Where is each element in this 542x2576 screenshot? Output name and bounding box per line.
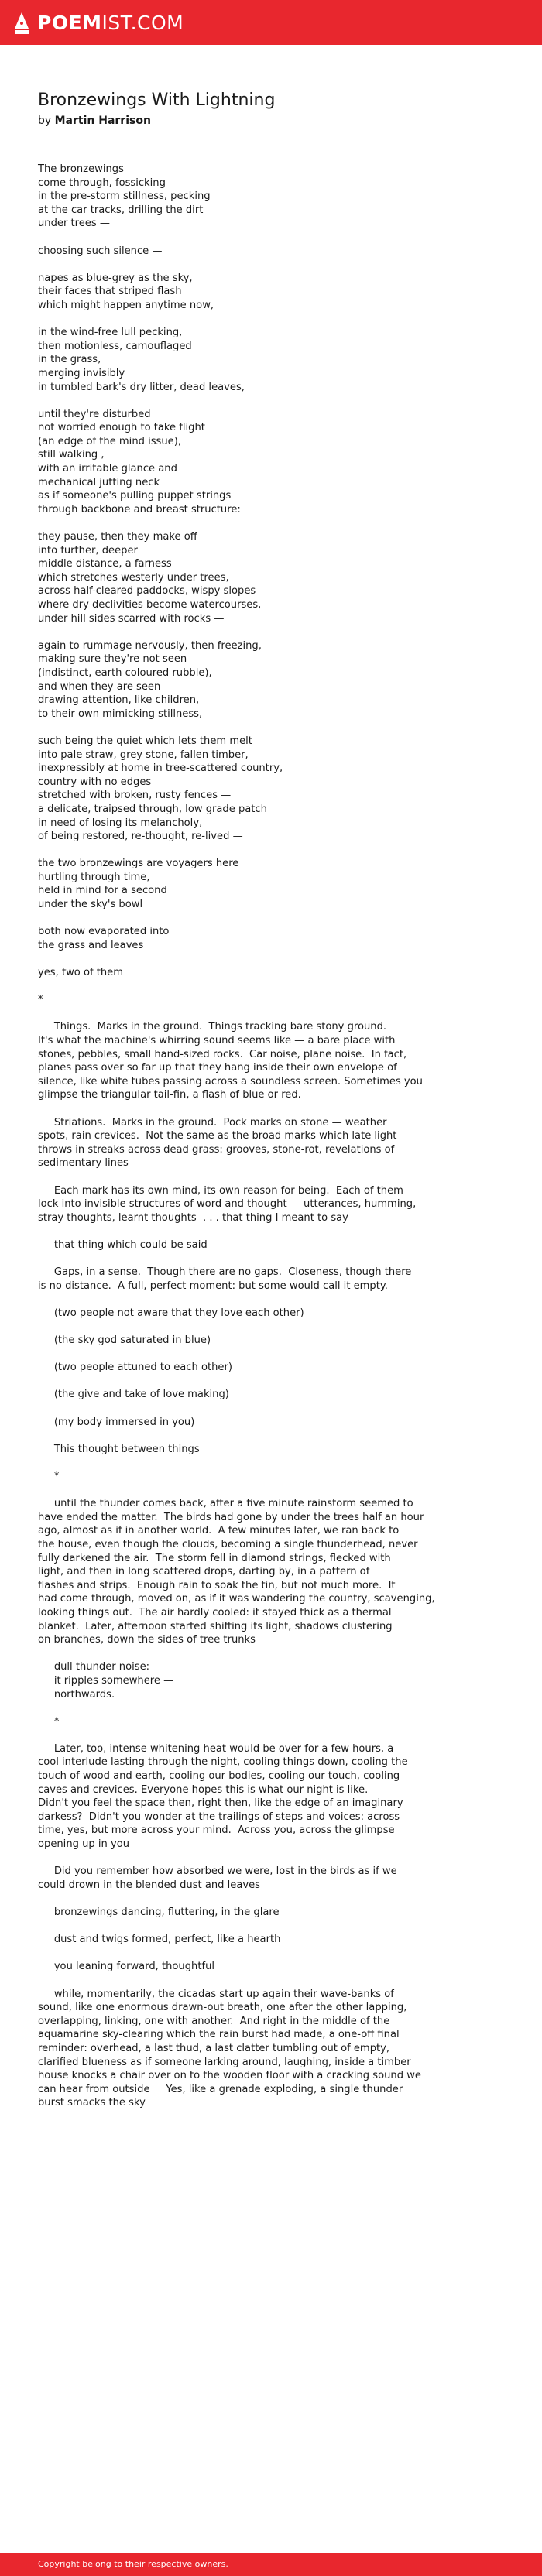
site-logo[interactable] bbox=[13, 11, 184, 36]
logo-text bbox=[37, 11, 184, 36]
poem-byline bbox=[38, 113, 151, 128]
site-footer bbox=[0, 2553, 542, 2576]
by-label: by bbox=[38, 115, 52, 127]
poem-text: The bronzewings come through, fossicking in the pre-storm stillness, pecking at the car tracks, drilling the dirt under trees — choosing such silence — napes as blue-grey as the sky, their faces that striped flash which might happen anytime now, in the wind-free lull pecking, then motionless, camouflaged in the grass, merging invisibly in tumbled bark's dry litter, dead leaves, until they're disturbed not worried enough to take flight (an edge of the mind issue), still walking , with an irritable glance and mechanical jutting neck as if someone's pulling puppet strings through backbone and breast structure: they pause, then they make off into further, deeper middle distance, a farness which stretches westerly under trees, across half-cleared paddocks, wispy slopes where dry declivities become watercourses, under hill sides scarred with rocks — again to rummage nervously, then freezing, making sure they're not seen (indistinct, earth coloured rubble), and when they are seen drawing attention, like children, to their own mimicking stillness, such being the quiet which lets them melt into pale straw, grey stone, fallen timber, inexpressibly at home in tree-scattered country, country with no edges stretched with broken, rusty fences — a delicate, traipsed through, low grade patch in need of losing its melancholy, of being restored, re-thought, re-lived — the two bronzewings are voyagers here hurtling through time, held in mind for a second under the sky's bowl both now evaporated into the grass and leaves yes, two of them * Things. Marks in the ground. Things tracking bare stony ground. It's what the machine's whirring sound seems like — a bare place with stones, pebbles, small hand-sized rocks. Car noise, plane noise. In fact, planes pass over so far up that they hang inside their own envelope of silence, like white tubes passing across a soundless screen. Sometimes you glimpse the triangular tail-fin, a flash of blue or red. Striations. Marks in the ground. Pock marks on stone — weather spots, rain crevices. Not the same as the broad marks which late light throws in streaks across dead grass: grooves, stone-rot, revelations of sedimentary lines Each mark has its own mind, its own reason for being. Each of them lock into invisible structures of word and thought — utterances, humming, stray thoughts, learnt thoughts . . . that thing I meant to say that thing which could be said Gaps, in a sense. Though there are no gaps. Closeness, though there is no distance. A full, perfect moment: but some would call it empty. (two people not aware that they love each other) (the sky god saturated in blue) (two people attuned to each other) (the give and take of love making) (my body immersed in you) This thought between things * until the thunder comes back, after a five minute rainstorm seemed to have ended the matter. The birds had gone by under the trees half an hour ago, almost as if in another world. A few minutes later, we ran back to the house, even though the clouds, becoming a single thunderhead, never fully darkened the air. The storm fell in diamond strings, flecked with light, and then in long scattered drops, darting by, in a pattern of flashes and strips. Enough rain to soak the tin, but not much more. It had come through, moved on, as if it was wandering the country, scavenging, looking things out. The air hardly cooled: it stayed thick as a thermal blanket. Later, afternoon started shifting its light, shadows clustering on branches, down the sides of tree trunks dull thunder noise: it ripples somewhere — northwards. * Later, too, intense whitening heat would be over for a few hours, a cool interlude lasting through the night, cooling things down, cooling the touch of wood and earth, cooling our bodies, cooling our touch, cooling caves and crevices. Everyone hopes this is what our night is like. Didn't you feel the space then, right then, like the edge of an imaginary darkess? Didn't you wonder at the trailings of steps and voices: across time, yes, but more across your mind. Across you, across the glimpse opening up in you Did you remember how absorbed we were, lost in the birds as if we could drown in the blended dust and leaves bronzewings dancing, fluttering, in the glare dust and twigs formed, perfect, like a hearth you leaning forward, thoughtful while, momentarily, the cicadas start up again their wave-banks of sound, like one enormous drawn-out breath, one after the other lapping, overlapping, linking, one with another. And right in the middle of the aquamarine sky-clearing which the rain burst had made, a one-off final reminder: overhead, a last thud, a last clatter tumbling out of empty, clarified blueness as if someone larking around, laughing, inside a timber house knocks a chair over on to the wooden floor with a cracking sound we can hear from outside Yes, like a grenade exploding, a single thunder burst smacks the sky bbox=[38, 163, 435, 2109]
poem-title: Bronzewings With Lightning bbox=[38, 91, 276, 110]
poem-author-link[interactable]: Martin Harrison bbox=[54, 115, 151, 127]
pen-nib-icon bbox=[13, 12, 30, 35]
footer-copyright: Copyright belong to their respective owners. bbox=[38, 2559, 228, 2569]
logo-text-light: IST.COM bbox=[101, 12, 184, 34]
logo-text-bold: POEM bbox=[37, 12, 102, 34]
site-header bbox=[0, 0, 542, 45]
